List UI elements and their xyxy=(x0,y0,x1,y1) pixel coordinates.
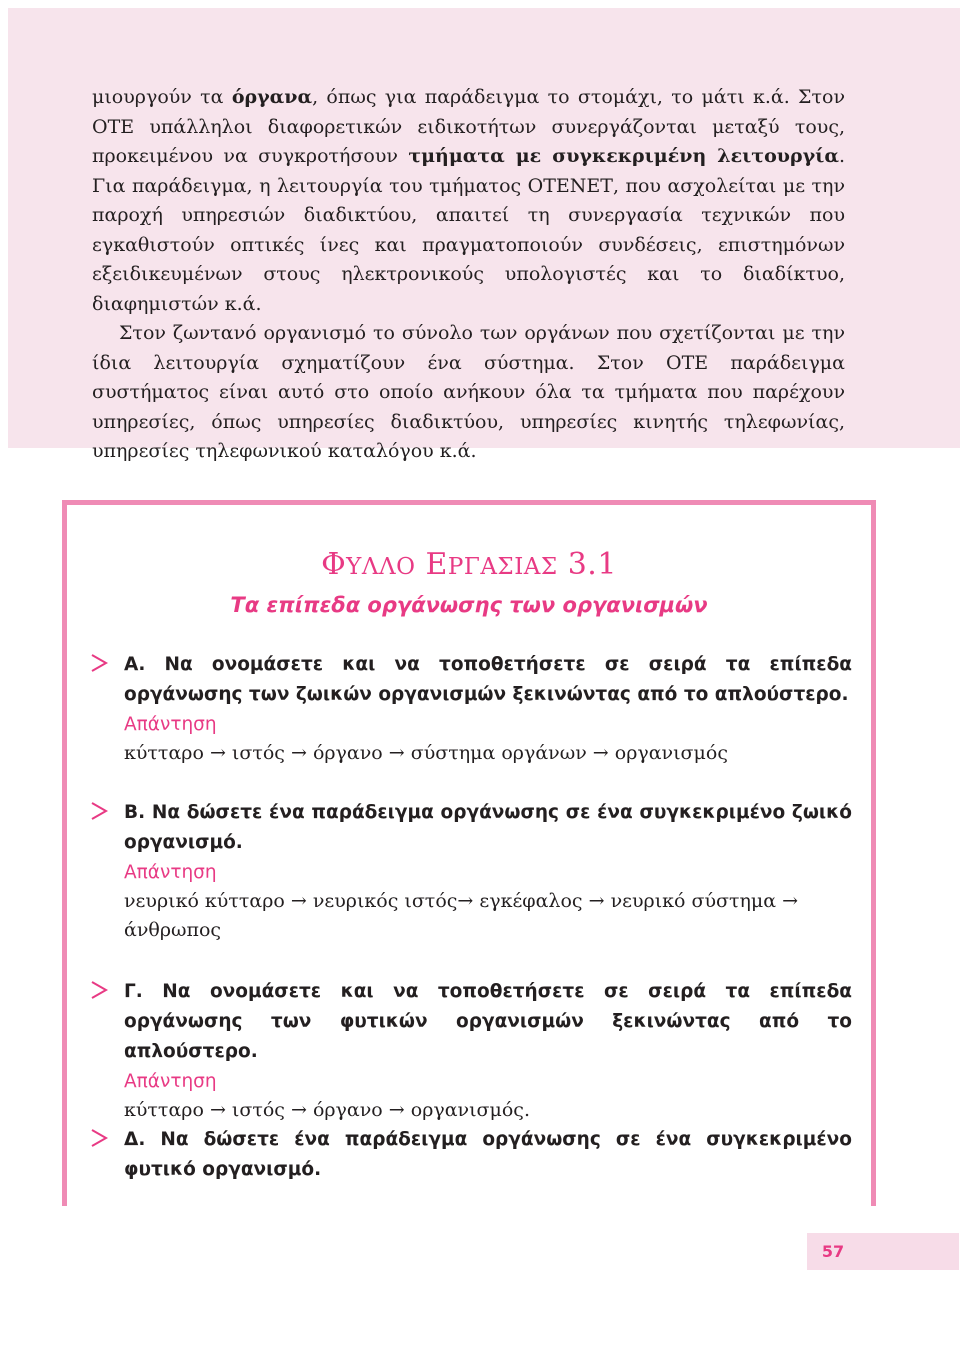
intro-paragraph-2: Στον ζωντανό οργανισμό το σύνολο των οργάνων που σχετίζονται με την ίδια λειτουργία σχηματίζουν ένα σύστημα. Στον ΟΤΕ παράδειγμα συστήματος είναι αυτό στο οποίο ανήκουν όλα τα τμήματα που παρέχουν υπηρεσίες, όπως υπηρεσίες διαδικτύου, υπηρεσίες κινητής τηλεφωνίας, υπηρεσίες τηλεφωνικού καταλόγου κ.ά. xyxy=(92,322,845,462)
title-part: Φ xyxy=(321,547,347,582)
answer-step: νευρικός ιστός xyxy=(312,890,458,912)
answer-step: κύτταρο xyxy=(124,742,204,764)
arrow-icon: → xyxy=(209,742,226,764)
arrow-icon: → xyxy=(457,890,474,912)
worksheet-title xyxy=(67,547,871,582)
answer-step: όργανο xyxy=(312,742,383,764)
title-part: Ε xyxy=(425,547,448,582)
answer-step: οργανισμός. xyxy=(410,1099,530,1121)
arrow-icon: → xyxy=(388,1099,405,1121)
answer-step: σύστημα οργάνων xyxy=(410,742,587,764)
arrowhead-bullet-icon xyxy=(89,653,109,673)
answer-step: ιστός xyxy=(231,1099,285,1121)
arrow-icon: → xyxy=(592,742,609,764)
intro-bold-term: τμήματα με συγκεκριμένη λειτουργία xyxy=(408,145,839,167)
answer-label: Απάντηση xyxy=(124,714,217,735)
answer-step: οργανισμός xyxy=(614,742,728,764)
worksheet-subtitle: Τα επίπεδα οργάνωσης των οργανισμών xyxy=(230,593,708,617)
title-part: 3.1 xyxy=(567,547,617,582)
answer-step: άνθρωπος xyxy=(124,919,222,941)
answer-text xyxy=(124,739,852,768)
arrowhead-bullet-icon xyxy=(89,980,109,1000)
arrow-icon: → xyxy=(209,1099,226,1121)
question-text: Δ. Να δώσετε ένα παράδειγμα οργάνωσης σε ένα συγκεκριμένο φυτικό οργανισμό. xyxy=(124,1129,852,1180)
question-text: Γ. Να ονομάσετε και να τοποθετήσετε σε σειρά τα επίπεδα οργάνωσης των φυτικών οργανισμών ξεκινώντας από το απλούστερο. xyxy=(124,981,852,1062)
arrowhead-bullet-icon xyxy=(89,801,109,821)
answer-text xyxy=(124,1096,852,1125)
arrow-icon: → xyxy=(588,890,605,912)
answer-step: όργανο xyxy=(312,1099,383,1121)
answer-label: Απάντηση xyxy=(124,1071,217,1092)
arrow-icon: → xyxy=(290,1099,307,1121)
question-text: Α. Να ονομάσετε και να τοποθετήσετε σε σειρά τα επίπεδα οργάνωσης των ζωικών οργανισμών ξεκινώντας από το απλούστερο. xyxy=(124,654,852,705)
answer-step: νευρικό σύστημα xyxy=(610,890,777,912)
arrowhead-bullet-icon xyxy=(89,1128,109,1148)
intro-text xyxy=(92,83,845,467)
intro-text-run: μιουργούν τα xyxy=(92,86,232,108)
question-text: Β. Να δώσετε ένα παράδειγμα οργάνωσης σε ένα συγκεκριμένο ζωικό οργανισμό. xyxy=(124,802,852,853)
intro-bold-term: όργανα xyxy=(231,86,313,108)
answer-step: νευρικό κύτταρο xyxy=(124,890,285,912)
arrow-icon: → xyxy=(388,742,405,764)
intro-paragraph-1 xyxy=(92,83,845,319)
answer-step: ιστός xyxy=(231,742,285,764)
answer-step: κύτταρο xyxy=(124,1099,204,1121)
answer-label: Απάντηση xyxy=(124,862,217,883)
intro-text-run: . Για παράδειγμα, η λειτουργία του τμήματος ΟΤΕΝΕΤ, που ασχολείται με την παροχή υπηρεσιών διαδικτύου, απαιτεί τη συνεργασία τεχνικών που εγκαθιστούν οπτικές ίνες και πραγματοποιούν συνδέσεις, επιστημόνων εξειδικευμένων στους ηλεκτρονικούς υπολογιστές και το διαδίκτυο, διαφημιστών κ.ά. xyxy=(92,145,845,315)
question-a xyxy=(89,650,852,768)
title-part: ΥΛΛΟ xyxy=(346,554,416,580)
intro-text-run: , όπως για παράδειγμα το στομάχι, το μάτι κ.ά. Στον ΟΤΕ υπάλληλοι διαφορετικών ειδικοτήτων συνεργάζονται μεταξύ τους, προκειμένου να συγκροτήσουν xyxy=(92,86,845,167)
arrow-icon: → xyxy=(782,890,799,912)
title-part: ΡΓΑΣΙΑΣ xyxy=(447,554,558,580)
question-c xyxy=(89,977,852,1125)
worksheet-box xyxy=(62,500,876,1206)
answer-step: εγκέφαλος xyxy=(479,890,583,912)
arrow-icon: → xyxy=(290,890,307,912)
answer-text xyxy=(124,887,852,945)
arrow-icon: → xyxy=(290,742,307,764)
question-d xyxy=(89,1125,852,1185)
page-number: 57 xyxy=(821,1242,845,1261)
question-b xyxy=(89,798,852,945)
